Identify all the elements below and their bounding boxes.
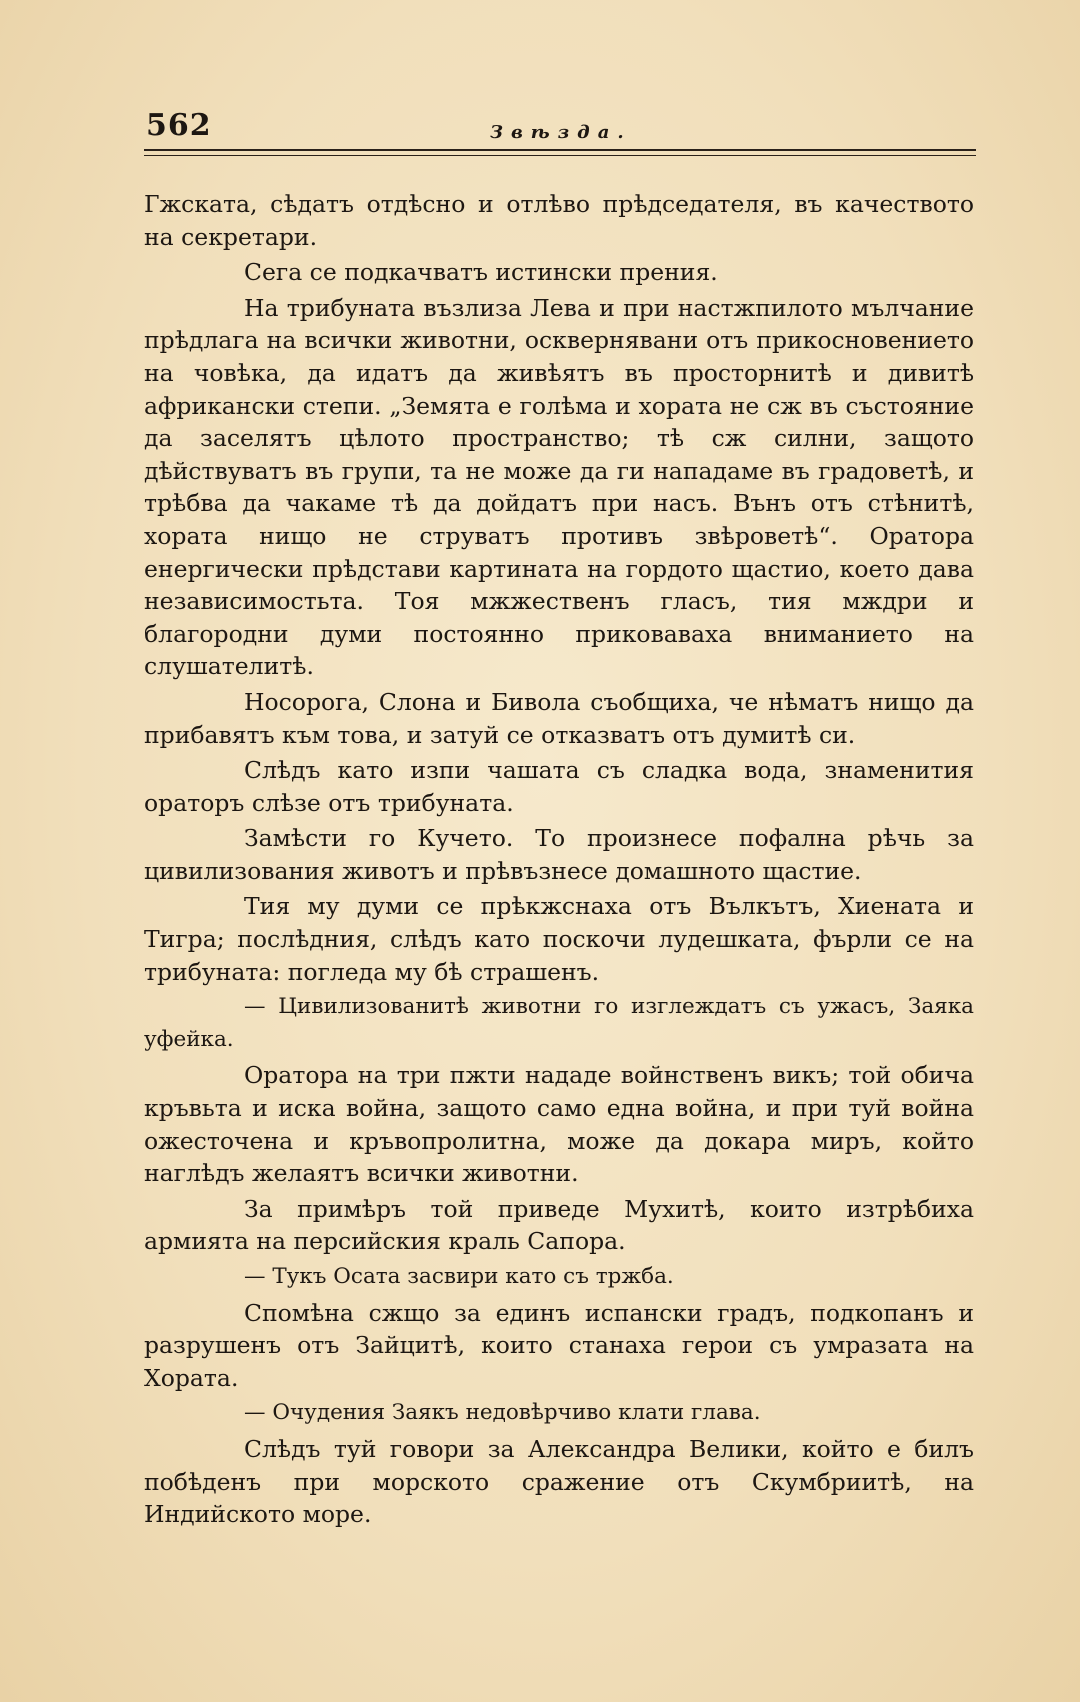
paragraph: — Очудения Заякъ недовѣрчиво клати глава. [244, 1400, 761, 1426]
paragraph: На трибуната възлиза Лева и при настжпилото мълчание прѣдлага на всички животни, осквернявани отъ прикосновението на човѣка, да идатъ да живѣятъ въ просторнитѣ и дивитѣ африкански степи. „Земята е голѣма и хората не сж въ състояние да заселятъ цѣлото пространство; тѣ сж силни, защото дѣйствуватъ въ групи, та не може да ги нападаме въ градоветѣ, и трѣбва да чакаме тѣ да дойдатъ при насъ. Вънъ отъ стѣнитѣ, хората нищо не струватъ противъ звѣроветѣ“. Оратора енергически прѣдстави картината на гордото щастио, което дава независимостьта. Тоя мжжественъ гласъ, тия мждри и благородни думи постоянно приковаваха вниманието на слушателитѣ. [144, 293, 974, 681]
paragraph: За примѣръ той приведе Мухитѣ, които изтрѣбиха армията на персийския краль Сапора. [144, 1194, 974, 1256]
paragraph: Тия му думи се прѣкжснаха отъ Вълкътъ, Хиената и Тигра; послѣдния, слѣдъ като поскочи лудешката, фърли се на трибуната: погледа му бѣ страшенъ. [144, 892, 974, 986]
paragraph: Носорога, Слона и Бивола съобщиха, че нѣматъ нищо да прибавятъ към това, и затуй се отказватъ отъ думитѣ си. [144, 687, 974, 749]
header-rule [144, 149, 976, 151]
page-number: 562 [146, 108, 212, 143]
paragraph: Гжската, сѣдатъ отдѣсно и отлѣво прѣдседателя, въ качеството на секретари. [144, 190, 974, 251]
header-rule-thin [144, 155, 976, 156]
paragraph: — Цивилизованитѣ животни го изглеждатъ съ ужасъ, Заяка уфейка. [144, 994, 974, 1052]
paragraph: Сега се подкачватъ истински прения. [244, 258, 718, 287]
paragraph: — Тукъ Осата засвири като съ тржба. [244, 1264, 674, 1289]
paragraph: Спомѣна сжщо за единъ испански градъ, подкопанъ и разрушенъ отъ Зайцитѣ, които станаха герои съ умразата на Хората. [144, 1298, 974, 1392]
paragraph: Слѣдъ като изпи чашата съ сладка вода, знаменития ораторъ слѣзе отъ трибуната. [144, 756, 974, 817]
paragraph: Слѣдъ туй говори за Александра Велики, който е билъ побѣденъ при морското сражение отъ Скумбриитѣ, на Индийското море. [144, 1434, 974, 1529]
paragraph: Оратора на три пжти нададе войнственъ викъ; той обича кръвьта и иска война, защото само една война, и при туй война ожесточена и кръвопролитна, може да докара миръ, който наглѣдъ желаятъ всички животни. [144, 1061, 974, 1188]
body-text [144, 188, 974, 1534]
paragraph: Замѣсти го Кучето. То произнесе пофална рѣчь за цивилизования животъ и прѣвъзнесе домашното щастие. [144, 824, 974, 885]
running-title: Звѣзда. [490, 122, 632, 143]
